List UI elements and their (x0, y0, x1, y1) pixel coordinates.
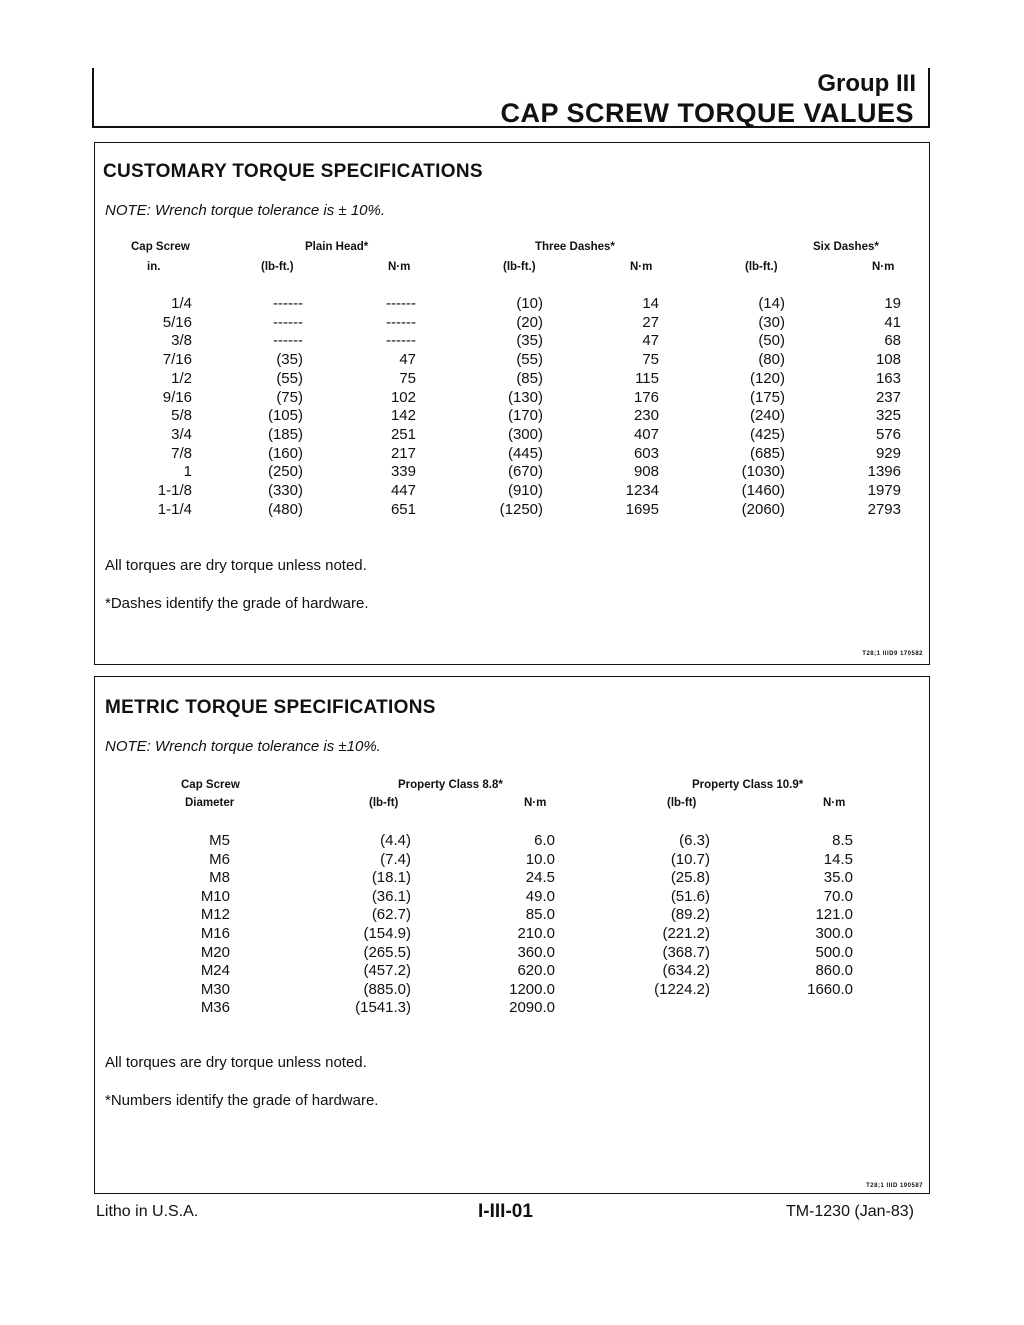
cell-cap-screw-size: 1-1/8 (157, 482, 192, 499)
cell-c109-nm: 500.0 (815, 943, 853, 961)
cell-three-nm: 14 (642, 295, 659, 312)
cell-plain-lbft: ------ (273, 313, 303, 331)
cell-three-lbft: (35) (516, 332, 543, 350)
cell-c88-lbft: (1541.3) (355, 999, 411, 1017)
cell-six-nm: 2793 (867, 500, 901, 518)
cell-plain-lbft: (75) (276, 388, 303, 406)
cell-three-lbft: (130) (507, 388, 543, 406)
cell-diameter: M24 (200, 962, 230, 980)
cell-c88-lbft: (265.5) (363, 943, 411, 961)
cell-diameter: M16 (200, 925, 230, 942)
cell-plain-lbft: (105) (267, 407, 303, 425)
cell-diameter: M36 (200, 999, 230, 1017)
cell-six-lbft: (1030) (741, 463, 785, 481)
cell-c88-lbft: (18.1) (371, 869, 411, 887)
customary-note: NOTE: Wrench torque tolerance is ± 10%. (105, 202, 386, 219)
cell-six-lbft: (120) (749, 369, 785, 387)
cell-six-nm: 163 (875, 369, 901, 387)
cell-six-nm: 325 (875, 407, 901, 425)
cell-six-nm: 108 (875, 351, 901, 369)
cell-plain-lbft: (185) (267, 425, 303, 443)
cell-six-lbft: (685) (749, 444, 785, 462)
cell-three-nm: 27 (642, 313, 659, 331)
cell-plain-lbft: (250) (267, 463, 303, 481)
cell-cap-screw-size: 9/16 (162, 388, 192, 406)
cell-diameter: M30 (200, 980, 230, 998)
cell-six-nm: 1979 (867, 482, 901, 499)
cell-c88-lbft: (36.1) (371, 887, 411, 905)
cell-six-lbft: (50) (758, 332, 785, 350)
footer-litho: Litho in U.S.A. (96, 1203, 199, 1220)
cell-three-nm: 176 (633, 388, 659, 406)
cell-six-nm: 68 (884, 332, 901, 350)
cell-three-lbft: (1250) (499, 500, 543, 518)
footer-manual-id: TM-1230 (Jan-83) (785, 1203, 914, 1220)
cell-plain-nm: 447 (390, 482, 416, 499)
cell-c88-nm: 85.0 (525, 906, 555, 924)
cell-six-lbft: (175) (749, 388, 785, 406)
cell-plain-nm: ------ (386, 332, 416, 350)
cell-three-nm: 1695 (625, 500, 659, 518)
cell-six-nm: 1396 (867, 463, 901, 481)
cell-diameter: M5 (209, 832, 230, 849)
col-header-diameter: Diameter (185, 797, 235, 809)
cell-six-nm: 929 (875, 444, 901, 462)
cell-cap-screw-size: 1/4 (171, 295, 192, 312)
customary-footnote-dashes: *Dashes identify the grade of hardware. (105, 595, 369, 612)
cell-c88-nm: 24.5 (525, 869, 555, 887)
cell-c109-nm: 70.0 (823, 887, 853, 905)
col-header-three-nm: N·m (630, 261, 653, 273)
cell-plain-lbft: ------ (273, 332, 303, 350)
cell-c88-lbft: (154.9) (363, 925, 411, 942)
col-header-in: in. (147, 261, 161, 273)
customary-title: CUSTOMARY TORQUE SPECIFICATIONS (103, 161, 483, 182)
page-number: I-III-01 (478, 1201, 533, 1222)
cell-plain-nm: ------ (386, 313, 416, 331)
cell-c109-lbft: (221.2) (662, 925, 710, 942)
cell-diameter: M8 (209, 869, 230, 887)
cell-c109-nm: 1660.0 (807, 980, 853, 998)
metric-note: NOTE: Wrench torque tolerance is ±10%. (105, 738, 381, 755)
customary-image-code: T28;1 IIID9 170582 (862, 651, 923, 657)
cell-cap-screw-size: 3/8 (171, 332, 192, 350)
col-header-plain-lbft: (lb-ft.) (261, 261, 294, 273)
cell-plain-nm: 75 (399, 369, 416, 387)
cell-plain-lbft: (35) (276, 351, 303, 369)
customary-section (94, 142, 930, 665)
cell-c88-nm: 6.0 (534, 832, 555, 849)
cell-six-lbft: (80) (758, 351, 785, 369)
cell-three-nm: 115 (635, 369, 659, 387)
cell-plain-lbft: ------ (273, 295, 303, 312)
col-header-six-nm: N·m (872, 261, 895, 273)
col-header-109-lbft: (lb-ft) (667, 797, 697, 809)
cell-c88-nm: 2090.0 (509, 999, 555, 1017)
col-header-three-dashes: Three Dashes* (535, 241, 615, 253)
cell-c109-lbft: (1224.2) (654, 980, 710, 998)
cell-plain-lbft: (55) (276, 369, 303, 387)
header-rule-right (928, 68, 930, 128)
cell-three-lbft: (910) (507, 482, 543, 499)
cell-plain-lbft: (160) (267, 444, 303, 462)
cell-c109-nm: 121.0 (815, 906, 853, 924)
cell-c88-nm: 210.0 (517, 925, 555, 942)
col-header-cap-screw-m: Cap Screw (181, 779, 240, 791)
cell-six-nm: 19 (884, 295, 901, 312)
cell-six-nm: 41 (884, 313, 901, 331)
metric-footnote-numbers: *Numbers identify the grade of hardware. (105, 1092, 379, 1109)
cell-c88-lbft: (457.2) (363, 962, 411, 980)
cell-three-nm: 47 (642, 332, 659, 350)
col-header-88-nm: N·m (524, 797, 547, 809)
cell-cap-screw-size: 7/8 (171, 444, 192, 462)
cell-cap-screw-size: 5/16 (162, 313, 192, 331)
col-header-three-lbft: (lb-ft.) (503, 261, 536, 273)
cell-six-lbft: (14) (758, 295, 785, 312)
cell-three-lbft: (10) (516, 295, 543, 312)
cell-six-nm: 237 (875, 388, 901, 406)
cell-c109-lbft: (25.8) (670, 869, 710, 887)
cell-cap-screw-size: 1 (183, 463, 192, 481)
cell-c88-lbft: (4.4) (380, 832, 411, 849)
cell-three-nm: 230 (633, 407, 659, 425)
col-header-six-dashes: Six Dashes* (813, 241, 879, 253)
cell-plain-nm: 217 (390, 444, 416, 462)
cell-c88-nm: 360.0 (517, 943, 555, 961)
cell-c88-lbft: (885.0) (363, 980, 411, 998)
cell-plain-nm: 47 (399, 351, 416, 369)
metric-footnote-dry: All torques are dry torque unless noted. (105, 1054, 367, 1071)
cell-three-lbft: (20) (516, 313, 543, 331)
cell-three-lbft: (170) (507, 407, 543, 425)
cell-c109-lbft: (6.3) (679, 832, 710, 849)
cell-three-lbft: (300) (507, 425, 543, 443)
cell-six-lbft: (2060) (741, 500, 785, 518)
col-header-88-lbft: (lb-ft) (369, 797, 399, 809)
cell-plain-lbft: (480) (267, 500, 303, 518)
metric-image-code: T28;1 IIID 190587 (866, 1183, 923, 1189)
cell-diameter: M20 (200, 943, 230, 961)
col-header-cap-screw: Cap Screw (131, 241, 190, 253)
cell-c109-nm: 14.5 (823, 850, 853, 868)
cell-cap-screw-size: 7/16 (162, 351, 192, 369)
cell-c109-nm: 35.0 (823, 869, 853, 887)
cell-six-nm: 576 (875, 425, 901, 443)
customary-footnote-dry: All torques are dry torque unless noted. (105, 557, 367, 574)
cell-c88-lbft: (7.4) (380, 850, 411, 868)
col-header-plain-nm: N·m (388, 261, 411, 273)
cell-three-nm: 407 (633, 425, 659, 443)
cell-plain-nm: 339 (390, 463, 416, 481)
cell-c109-lbft: (368.7) (662, 943, 710, 961)
page-title: CAP SCREW TORQUE VALUES (500, 98, 914, 128)
cell-three-nm: 1234 (625, 482, 659, 499)
col-header-six-lbft: (lb-ft.) (745, 261, 778, 273)
cell-diameter: M6 (209, 850, 230, 868)
cell-c109-lbft: (51.6) (670, 887, 710, 905)
cell-six-lbft: (425) (749, 425, 785, 443)
cell-three-nm: 908 (633, 463, 659, 481)
cell-c109-nm: 860.0 (815, 962, 853, 980)
col-header-class-88: Property Class 8.8* (398, 779, 503, 791)
cell-six-lbft: (1460) (741, 482, 785, 499)
group-label: Group III (817, 70, 916, 97)
cell-three-lbft: (445) (507, 444, 543, 462)
cell-plain-lbft: (330) (267, 482, 303, 499)
cell-plain-nm: 102 (390, 388, 416, 406)
cell-c88-nm: 49.0 (525, 887, 555, 905)
metric-title: METRIC TORQUE SPECIFICATIONS (105, 697, 436, 718)
cell-c109-nm: 300.0 (815, 925, 853, 942)
cell-plain-nm: 251 (390, 425, 416, 443)
cell-cap-screw-size: 1-1/4 (157, 500, 192, 518)
cell-c88-nm: 10.0 (525, 850, 555, 868)
cell-three-lbft: (670) (507, 463, 543, 481)
cell-six-lbft: (240) (749, 407, 785, 425)
cell-c88-nm: 620.0 (517, 962, 555, 980)
cell-plain-nm: 142 (390, 407, 416, 425)
cell-plain-nm: 651 (390, 500, 416, 518)
cell-c109-lbft: (89.2) (670, 906, 710, 924)
col-header-109-nm: N·m (823, 797, 846, 809)
cell-diameter: M12 (200, 906, 230, 924)
cell-plain-nm: ------ (386, 295, 416, 312)
cell-three-nm: 603 (633, 444, 659, 462)
cell-cap-screw-size: 1/2 (171, 369, 192, 387)
cell-c109-lbft: (634.2) (662, 962, 710, 980)
cell-three-lbft: (55) (516, 351, 543, 369)
cell-c109-lbft: (10.7) (670, 850, 710, 868)
cell-three-nm: 75 (642, 351, 659, 369)
col-header-class-109: Property Class 10.9* (692, 779, 804, 791)
cell-six-lbft: (30) (758, 313, 785, 331)
cell-c109-nm: 8.5 (832, 832, 853, 849)
metric-section (94, 676, 930, 1194)
cell-three-lbft: (85) (516, 369, 543, 387)
col-header-plain-head: Plain Head* (305, 241, 369, 253)
cell-c88-lbft: (62.7) (371, 906, 411, 924)
cell-cap-screw-size: 5/8 (171, 407, 192, 425)
header-rule-left (92, 68, 94, 128)
cell-c88-nm: 1200.0 (509, 980, 555, 998)
cell-cap-screw-size: 3/4 (171, 425, 192, 443)
cell-diameter: M10 (200, 887, 230, 905)
